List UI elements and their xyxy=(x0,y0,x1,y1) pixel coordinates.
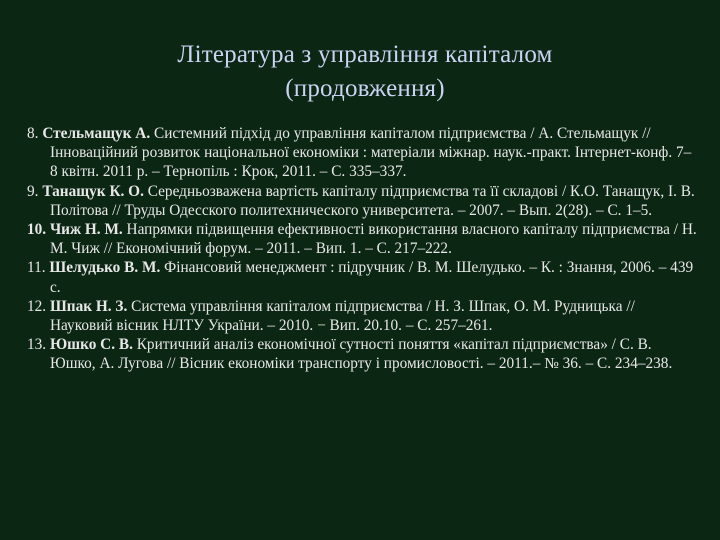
reference-text: Фінансовий менеджмент : підручник / В. М. Шелудько. – К. : Знання, 2006. – 439 с. xyxy=(50,259,694,296)
title-line-1: Література з управління капіталом xyxy=(177,41,553,68)
reference-text: Системний підхід до управління капіталом підприємства / А. Стельмащук // Інноваційний розвиток національної економіки : матеріали міжнар. наук.-практ. Інтернет-конф. 7–8 квітн. 2011 р. – Тернопіль : Крок, 2011. – С. 335–337. xyxy=(50,125,692,181)
reference-author: Чиж Н. М. xyxy=(49,221,123,239)
reference-number: 13. xyxy=(27,336,47,354)
reference-list xyxy=(27,124,697,374)
title-line-2: (продовження) xyxy=(285,75,445,102)
reference-number: 9. xyxy=(27,182,39,200)
reference-item xyxy=(27,335,697,373)
reference-author: Стельмащук А. xyxy=(42,125,151,142)
slide-title xyxy=(60,38,670,106)
reference-number: 10. xyxy=(27,221,47,239)
reference-item xyxy=(27,258,697,296)
reference-text: Напрямки підвищення ефективності використання власного капіталу підприємства / Н. М. Чиж // Економічний форум. – 2011. – Вип. 1. – С. 217–222. xyxy=(50,221,697,258)
reference-item xyxy=(27,220,697,258)
reference-author: Юшко С. В. xyxy=(49,336,133,354)
reference-text: Середньозважена вартість капіталу підприємства та її складові / К.О. Танащук, І. В. Політова // Труды Одесского политехнического университета. – 2007. – Вып. 2(28). – С. 1–5. xyxy=(50,182,695,219)
reference-item xyxy=(27,124,697,182)
reference-author: Танащук К. О. xyxy=(42,182,144,200)
reference-item xyxy=(27,297,697,335)
reference-number: 8. xyxy=(27,125,39,142)
reference-text: Критичний аналіз економічної сутності поняття «капітал підприємства» / С. В. Юшко, А. Лугова // Вісник економіки транспорту і промисловості. – 2011.– № 36. – С. 234–238. xyxy=(50,336,673,373)
reference-author: Шелудько В. М. xyxy=(49,259,161,277)
reference-text: Система управління капіталом підприємства / Н. З. Шпак, О. М. Рудницька // Науковий вісник НЛТУ України. – 2010. − Вип. 20.10. – С. 257–261. xyxy=(50,297,635,335)
reference-author: Шпак Н. З. xyxy=(49,297,128,315)
reference-number: 12. xyxy=(27,297,47,315)
reference-item xyxy=(27,182,697,220)
reference-number: 11. xyxy=(27,259,46,277)
